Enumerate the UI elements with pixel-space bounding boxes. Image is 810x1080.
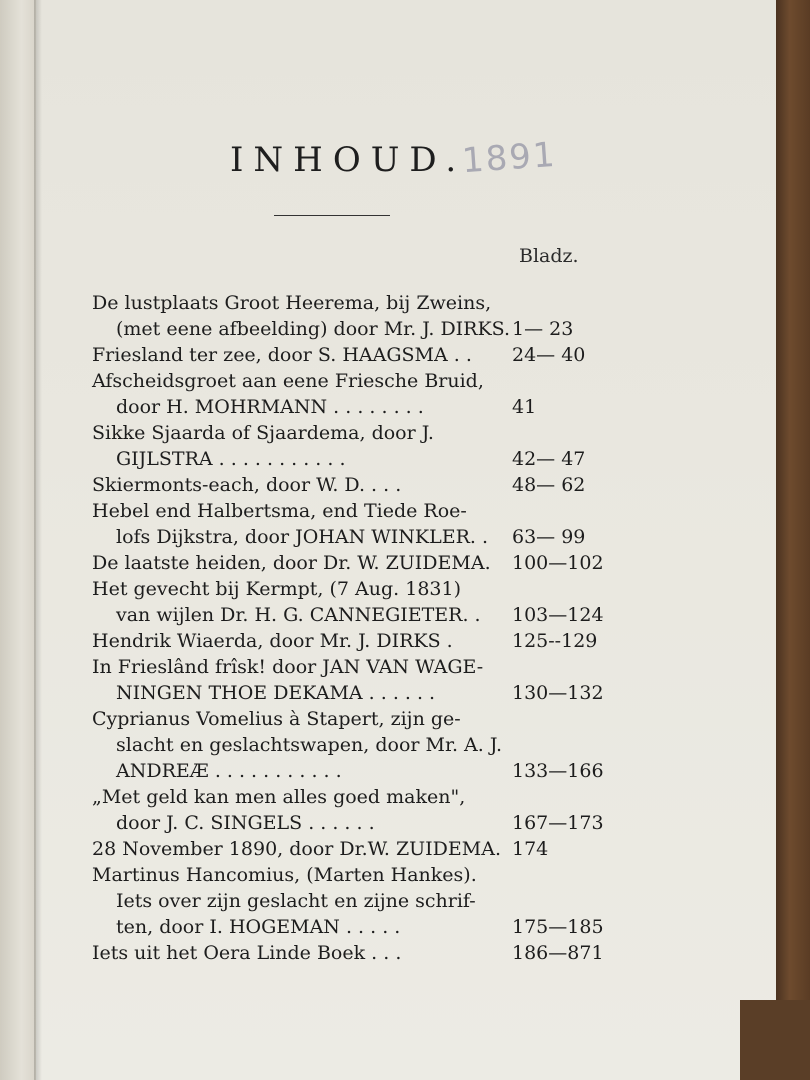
toc-entry-text: 28 November 1890, door Dr.W. ZUIDEMA. bbox=[92, 838, 501, 860]
toc-page-range: 103—124 bbox=[512, 604, 604, 626]
toc-entry-line bbox=[92, 810, 632, 836]
toc-page-range: 167—173 bbox=[512, 812, 604, 834]
toc-page-range: 41 bbox=[512, 396, 537, 418]
toc-entry-text: Friesland ter zee, door S. HAAGSMA . . bbox=[92, 344, 472, 366]
toc-entry-line bbox=[92, 940, 632, 966]
toc-entry bbox=[92, 940, 632, 966]
page-column-header: Bladz. bbox=[519, 245, 579, 267]
toc-page-range: 63— 99 bbox=[512, 526, 586, 548]
toc-entry-text: lofs Dijkstra, door JOHAN WINKLER. . bbox=[116, 526, 489, 548]
toc-entry-text: Iets uit het Oera Linde Boek . . . bbox=[92, 942, 402, 964]
toc-entry-text: door H. MOHRMANN . . . . . . . . bbox=[116, 396, 424, 418]
toc-entry-line bbox=[92, 836, 632, 862]
toc-entry-text: In Frieslând frîsk! door JAN VAN WAGE- bbox=[92, 656, 484, 678]
toc-entry-text: Het gevecht bij Kermpt, (7 Aug. 1831) bbox=[92, 578, 462, 600]
toc-entry-line bbox=[92, 654, 632, 680]
toc-entry-line bbox=[92, 914, 632, 940]
toc-entry bbox=[92, 654, 632, 706]
toc-entry bbox=[92, 706, 632, 784]
toc-entry-text: van wijlen Dr. H. G. CANNEGIETER. . bbox=[116, 604, 481, 626]
toc-entry-line bbox=[92, 706, 632, 732]
toc-page-range: 48— 62 bbox=[512, 474, 586, 496]
handwritten-year-note: 1891 bbox=[460, 134, 558, 182]
toc-entry-text: Afscheidsgroet aan eene Friesche Bruid, bbox=[92, 370, 484, 392]
page-fold-shadow bbox=[34, 0, 42, 1080]
toc-entry bbox=[92, 498, 632, 550]
toc-entry-text: ANDREÆ . . . . . . . . . . . bbox=[116, 760, 342, 782]
toc-entry-line bbox=[92, 446, 632, 472]
toc-entry-text: NINGEN THOE DEKAMA . . . . . . bbox=[116, 682, 436, 704]
toc-page-range: 130—132 bbox=[512, 682, 604, 704]
toc-entry-line bbox=[92, 472, 632, 498]
table-surface bbox=[740, 1000, 810, 1080]
toc-entry-line bbox=[92, 368, 632, 394]
toc-entry-text: GIJLSTRA . . . . . . . . . . . bbox=[116, 448, 346, 470]
toc-entry-text: slacht en geslachtswapen, door Mr. A. J. bbox=[116, 734, 503, 756]
toc-entry-line bbox=[92, 550, 632, 576]
toc-entry-line bbox=[92, 862, 632, 888]
book-cover-edge bbox=[776, 0, 810, 1080]
toc-entry bbox=[92, 836, 632, 862]
toc-page-range: 175—185 bbox=[512, 916, 604, 938]
toc-entry bbox=[92, 342, 632, 368]
toc-page-range: 42— 47 bbox=[512, 448, 586, 470]
table-of-contents bbox=[92, 290, 632, 966]
toc-page-range: 100—102 bbox=[512, 552, 604, 574]
toc-entry-line bbox=[92, 888, 632, 914]
toc-entry-text: ten, door I. HOGEMAN . . . . . bbox=[116, 916, 401, 938]
toc-entry-text: De lustplaats Groot Heerema, bij Zweins, bbox=[92, 292, 492, 314]
toc-entry-text: door J. C. SINGELS . . . . . . bbox=[116, 812, 375, 834]
toc-entry-line bbox=[92, 680, 632, 706]
toc-entry bbox=[92, 368, 632, 420]
toc-entry-text: Martinus Hancomius, (Marten Hankes). bbox=[92, 864, 477, 886]
toc-entry bbox=[92, 472, 632, 498]
page-title: INHOUD. bbox=[230, 140, 467, 180]
toc-page-range: 174 bbox=[512, 838, 549, 860]
toc-entry-text: Skiermonts-each, door W. D. . . . bbox=[92, 474, 402, 496]
title-rule bbox=[274, 215, 390, 216]
toc-entry-line bbox=[92, 758, 632, 784]
toc-entry bbox=[92, 784, 632, 836]
toc-entry-line bbox=[92, 420, 632, 446]
toc-entry-line bbox=[92, 628, 632, 654]
toc-entry-line bbox=[92, 342, 632, 368]
toc-entry bbox=[92, 576, 632, 628]
toc-entry-text: Hendrik Wiaerda, door Mr. J. DIRKS . bbox=[92, 630, 453, 652]
toc-entry-text: Iets over zijn geslacht en zijne schrif- bbox=[116, 890, 476, 912]
toc-page-range: 1— 23 bbox=[512, 318, 574, 340]
toc-entry-line bbox=[92, 732, 632, 758]
toc-entry-text: De laatste heiden, door Dr. W. ZUIDEMA. bbox=[92, 552, 491, 574]
toc-entry-line bbox=[92, 784, 632, 810]
toc-entry-line bbox=[92, 576, 632, 602]
toc-entry-text: Cyprianus Vomelius à Stapert, zijn ge- bbox=[92, 708, 461, 730]
toc-entry bbox=[92, 550, 632, 576]
toc-entry bbox=[92, 420, 632, 472]
toc-entry-text: Hebel end Halbertsma, end Tiede Roe- bbox=[92, 500, 467, 522]
toc-entry bbox=[92, 290, 632, 342]
binding-edge bbox=[0, 0, 36, 1080]
toc-entry-line bbox=[92, 602, 632, 628]
toc-entry-text: „Met geld kan men alles goed maken", bbox=[92, 786, 466, 808]
toc-page-range: 24— 40 bbox=[512, 344, 586, 366]
toc-page-range: 125--129 bbox=[512, 630, 598, 652]
toc-entry-line bbox=[92, 290, 632, 316]
toc-entry-text: Sikke Sjaarda of Sjaardema, door J. bbox=[92, 422, 434, 444]
toc-page-range: 186—871 bbox=[512, 942, 604, 964]
toc-entry-line bbox=[92, 524, 632, 550]
toc-entry bbox=[92, 862, 632, 940]
toc-entry bbox=[92, 628, 632, 654]
toc-page-range: 133—166 bbox=[512, 760, 604, 782]
toc-entry-text: (met eene afbeelding) door Mr. J. DIRKS. bbox=[116, 318, 511, 340]
toc-entry-line bbox=[92, 316, 632, 342]
toc-entry-line bbox=[92, 394, 632, 420]
toc-entry-line bbox=[92, 498, 632, 524]
